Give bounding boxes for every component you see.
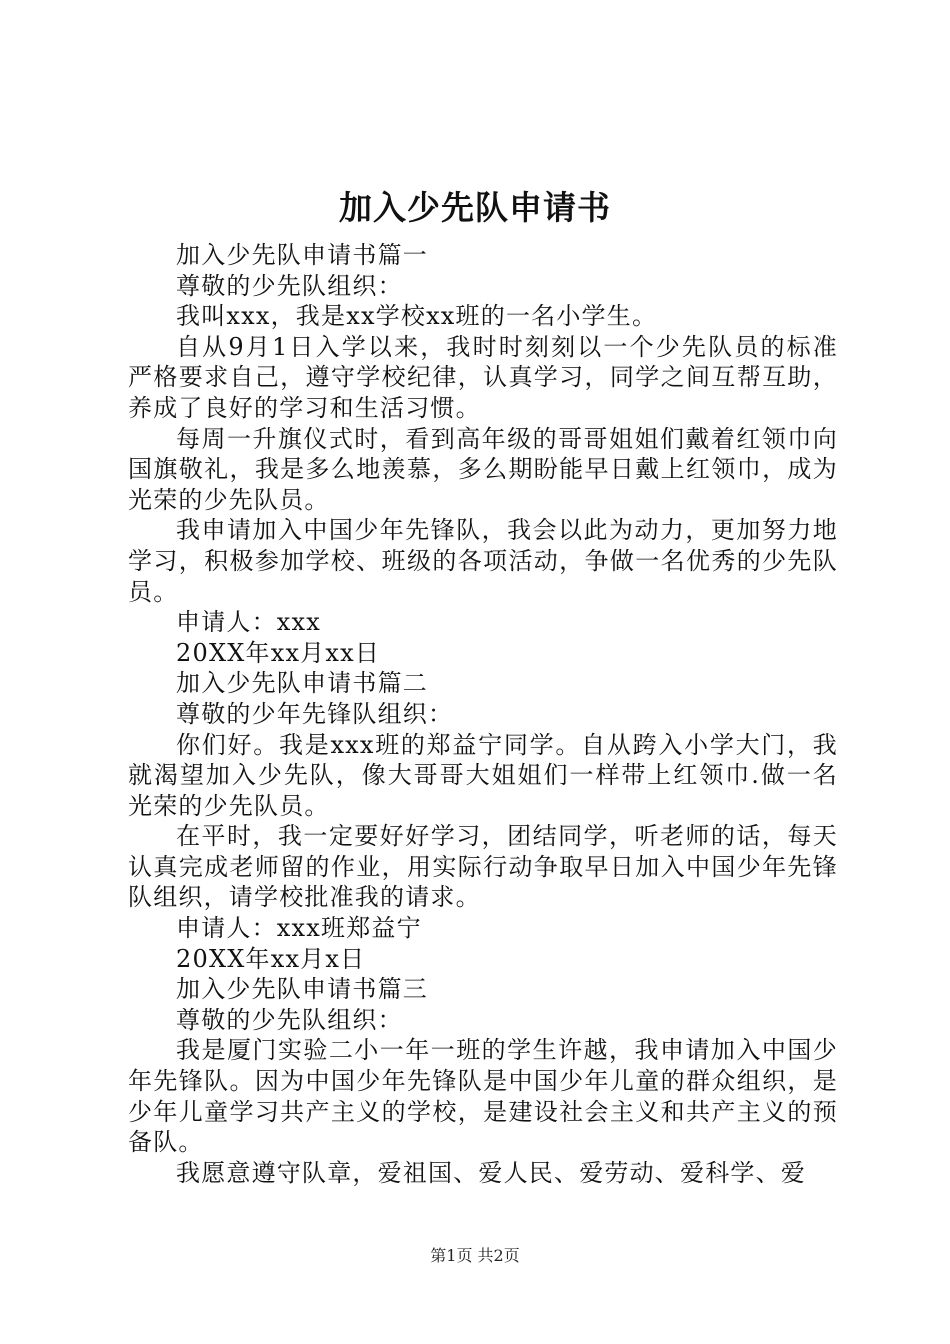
paragraph: 自从9月1日入学以来，我时时刻刻以一个少先队员的标准严格要求自己，遵守学校纪律，认真学习，同学之间互帮互助，养成了良好的学习和生活习惯。	[128, 332, 838, 422]
salutation-1: 尊敬的少先队组织：	[176, 271, 403, 300]
document-body	[128, 240, 838, 1188]
date-line-1: 20XX年xx月xx日	[176, 638, 381, 667]
page-number-footer: 第1页 共2页	[430, 1246, 520, 1265]
paragraph: 我是厦门实验二小一年一班的学生许越，我申请加入中国少年先锋队。因为中国少年先锋队是中国少年儿童的群众组织，是少年儿童学习共产主义的学校，是建设社会主义和共产主义的预备队。	[128, 1036, 838, 1157]
paragraph: 你们好。我是xxx班的郑益宁同学。自从跨入小学大门，我就渴望加入少先队，像大哥哥大姐姐们一样带上红领巾.做一名光荣的少先队员。	[128, 730, 838, 820]
salutation-2: 尊敬的少年先锋队组织：	[176, 699, 454, 728]
document-title: 加入少先队申请书	[339, 188, 611, 227]
paragraph: 我叫xxx，我是xx学校xx班的一名小学生。	[176, 302, 658, 331]
section-heading-3: 加入少先队申请书篇三	[176, 975, 428, 1004]
signature-line-1: 申请人：xxx	[176, 608, 322, 637]
paragraph: 我申请加入中国少年先锋队，我会以此为动力，更加努力地学习，积极参加学校、班级的各项活动，争做一名优秀的少先队员。	[128, 516, 838, 606]
salutation-3: 尊敬的少先队组织：	[176, 1005, 403, 1034]
paragraph: 在平时，我一定要好好学习，团结同学，听老师的话，每天认真完成老师留的作业，用实际行动争取早日加入中国少年先锋队组织，请学校批准我的请求。	[128, 822, 838, 912]
paragraph: 我愿意遵守队章，爱祖国、爱人民、爱劳动、爱科学、爱	[176, 1158, 806, 1187]
signature-line-2: 申请人：xxx班郑益宁	[176, 914, 422, 943]
section-heading-2: 加入少先队申请书篇二	[176, 669, 428, 698]
date-line-2: 20XX年xx月x日	[176, 944, 366, 973]
paragraph: 每周一升旗仪式时，看到高年级的哥哥姐姐们戴着红领巾向国旗敬礼，我是多么地羡慕，多么期盼能早日戴上红领巾，成为光荣的少先队员。	[128, 424, 838, 514]
section-heading-1: 加入少先队申请书篇一	[176, 241, 428, 269]
